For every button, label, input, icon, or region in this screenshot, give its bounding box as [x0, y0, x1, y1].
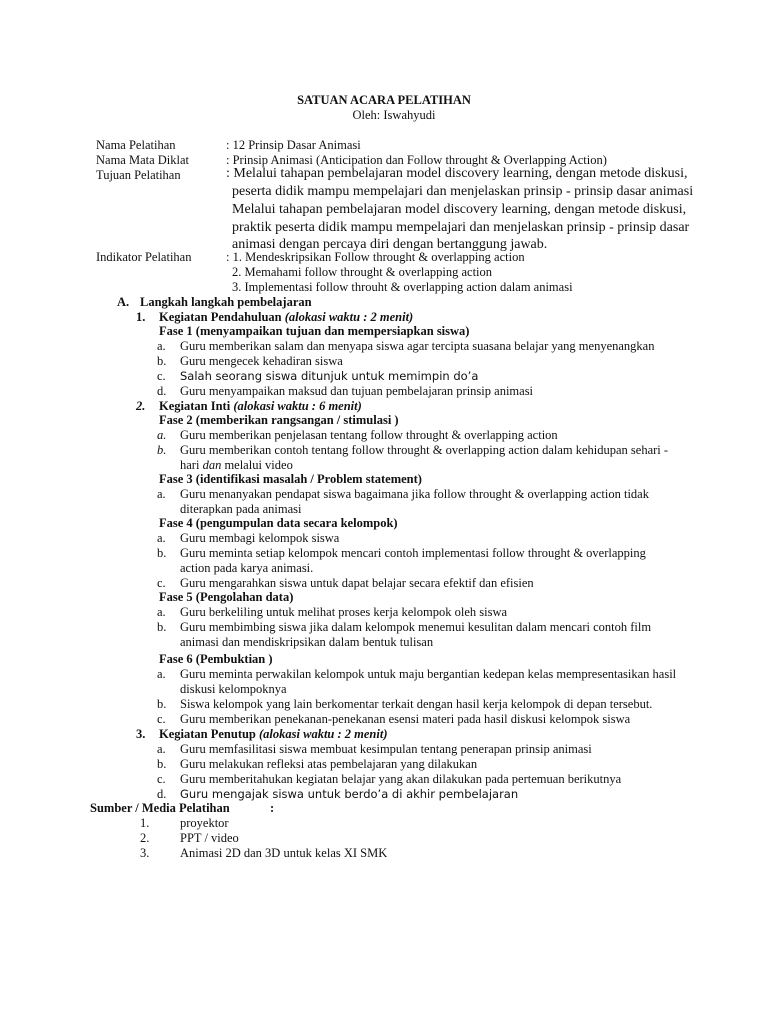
- list-item-continuation: action pada karya animasi.: [180, 561, 314, 575]
- list-marker: a.: [157, 428, 167, 442]
- list-item-continuation: diterapkan pada animasi: [180, 502, 302, 516]
- list-marker: b.: [157, 757, 167, 771]
- list-item: Guru memberitahukan kegiatan belajar yang akan dilakukan pada pertemuan berikutnya: [180, 772, 622, 786]
- kegiatan-3-number: 3.: [136, 727, 146, 741]
- mata-diklat-value: : Prinsip Animasi (Anticipation dan Follow throught & Overlapping Action): [226, 153, 607, 167]
- list-item: Salah seorang siswa ditunjuk untuk memimpin do’a: [180, 369, 479, 383]
- sumber-title: Sumber / Media Pelatihan: [90, 801, 230, 815]
- list-item: Guru mengajak siswa untuk berdo’a di akhir pembelajaran: [180, 787, 519, 801]
- tujuan-line-3: Melalui tahapan pembelajaran model discovery learning, dengan metode diskusi,: [232, 202, 687, 217]
- list-item: Guru memberikan salam dan menyapa siswa agar tercipta suasana belajar yang menyenangkan: [180, 339, 655, 353]
- tujuan-line-1: : Melalui tahapan pembelajaran model discovery learning, dengan metode diskusi,: [226, 166, 688, 181]
- kegiatan-1-number: 1.: [136, 310, 146, 324]
- fase-5-title: Fase 5 (Pengolahan data): [159, 590, 294, 604]
- list-marker: a.: [157, 742, 166, 756]
- list-item: Guru membagi kelompok siswa: [180, 531, 340, 545]
- list-marker: c.: [157, 772, 166, 786]
- section-a-marker: A.: [117, 295, 130, 309]
- list-item: proyektor: [180, 816, 229, 830]
- list-item: Guru memberikan contoh tentang follow throught & overlapping action dalam kehidupan sehari -: [180, 443, 669, 457]
- kegiatan-3-title: Kegiatan Penutup: [159, 727, 256, 741]
- list-marker: c.: [157, 369, 166, 383]
- fase-3-title: Fase 3 (identifikasi masalah / Problem statement): [159, 472, 422, 486]
- list-marker: b.: [157, 620, 167, 634]
- kegiatan-1-heading: [159, 310, 413, 325]
- fase-1-title: Fase 1 (menyampaikan tujuan dan mempersiapkan siswa): [159, 324, 470, 338]
- fase-4-title: Fase 4 (pengumpulan data secara kelompok): [159, 516, 398, 530]
- indikator-label: Indikator Pelatihan: [96, 250, 192, 264]
- list-marker: a.: [157, 667, 166, 681]
- list-item-continuation: animasi dan mendiskripsikan dalam bentuk tulisan: [180, 635, 434, 649]
- kegiatan-1-title: Kegiatan Pendahuluan: [159, 310, 282, 324]
- list-marker: d.: [157, 787, 167, 801]
- list-marker: b.: [157, 354, 167, 368]
- fase-2-title: Fase 2 (memberikan rangsangan / stimulasi ): [159, 413, 399, 427]
- tujuan-line-2: peserta didik mampu mempelajari dan menjelaskan prinsip - prinsip dasar animasi: [232, 184, 694, 199]
- section-a-title: Langkah langkah pembelajaran: [140, 295, 312, 309]
- nama-pelatihan-label: Nama Pelatihan: [96, 138, 176, 152]
- list-marker: b.: [157, 546, 167, 560]
- kegiatan-3-alokasi: (alokasi waktu : 2 menit): [259, 727, 388, 741]
- kegiatan-2-title: Kegiatan Inti: [159, 399, 231, 413]
- list-item: Siswa kelompok yang lain berkomentar terkait dengan hasil kerja kelompok di depan tersebut.: [180, 697, 653, 711]
- continuation-italic: dan: [202, 458, 222, 472]
- list-marker: c.: [157, 576, 166, 590]
- list-marker: a.: [157, 487, 166, 501]
- indikator-line-3: 3. Implementasi follow throuht & overlapping action dalam animasi: [232, 280, 573, 294]
- tujuan-label: Tujuan Pelatihan: [96, 168, 181, 182]
- list-item: Guru berkeliling untuk melihat proses kerja kelompok oleh siswa: [180, 605, 508, 619]
- list-marker: 2.: [140, 831, 150, 845]
- list-marker: a.: [157, 605, 166, 619]
- kegiatan-3-heading: [159, 727, 388, 742]
- tujuan-line-4: praktik peserta didik mampu mempelajari dan menjelaskan prinsip - prinsip dasar: [232, 220, 690, 235]
- sumber-colon: :: [270, 801, 275, 815]
- list-item: Guru mengarahkan siswa untuk dapat belajar secara efektif dan efisien: [180, 576, 534, 590]
- fase-6-title: Fase 6 (Pembuktian ): [159, 652, 273, 666]
- list-item: PPT / video: [180, 831, 239, 845]
- nama-pelatihan-value: : 12 Prinsip Dasar Animasi: [226, 138, 361, 152]
- kegiatan-2-number: 2.: [136, 399, 146, 413]
- list-item: Guru memfasilitasi siswa membuat kesimpulan tentang penerapan prinsip animasi: [180, 742, 592, 756]
- list-marker: 1.: [140, 816, 150, 830]
- kegiatan-1-alokasi: (alokasi waktu : 2 menit): [284, 310, 414, 324]
- list-item: Guru meminta setiap kelompok mencari contoh implementasi follow throught & overlapping: [180, 546, 646, 560]
- list-item: Guru meminta perwakilan kelompok untuk maju bergantian kedepan kelas mempresentasikan hasil: [180, 667, 677, 681]
- list-item-continuation: diskusi kelompoknya: [180, 682, 287, 696]
- tujuan-line-5: animasi dengan percaya diri dengan bertanggung jawab.: [232, 237, 548, 252]
- continuation-text: hari: [180, 458, 203, 472]
- kegiatan-2-heading: [159, 399, 362, 414]
- list-marker: c.: [157, 712, 166, 726]
- mata-diklat-label: Nama Mata Diklat: [96, 153, 190, 167]
- list-marker: a.: [157, 531, 166, 545]
- list-item: Guru membimbing siswa jika dalam kelompok menemui kesulitan dalam mencari contoh film: [180, 620, 652, 634]
- list-marker: 3.: [140, 846, 150, 860]
- indikator-line-1: : 1. Mendeskripsikan Follow throught & overlapping action: [226, 250, 525, 264]
- list-item: Guru menyampaikan maksud dan tujuan pembelajaran prinsip animasi: [180, 384, 534, 398]
- list-item: Animasi 2D dan 3D untuk kelas XI SMK: [180, 846, 388, 860]
- list-item-continuation: [180, 458, 293, 473]
- kegiatan-2-alokasi: (alokasi waktu : 6 menit): [233, 399, 362, 413]
- list-item: Guru melakukan refleksi atas pembelajaran yang dilakukan: [180, 757, 478, 771]
- author-line: Oleh: Iswahyudi: [352, 108, 436, 122]
- continuation-text: melalui video: [221, 458, 293, 472]
- list-item: Guru menanyakan pendapat siswa bagaimana jika follow throught & overlapping action tidak: [180, 487, 649, 501]
- document-title: SATUAN ACARA PELATIHAN: [297, 93, 471, 107]
- list-marker: a.: [157, 339, 166, 353]
- list-item: Guru memberikan penjelasan tentang follow throught & overlapping action: [180, 428, 558, 442]
- list-marker: b.: [157, 443, 167, 457]
- list-item: Guru mengecek kehadiran siswa: [180, 354, 343, 368]
- list-item: Guru memberikan penekanan-penekanan esensi materi pada hasil diskusi kelompok siswa: [180, 712, 631, 726]
- list-marker: d.: [157, 384, 167, 398]
- list-marker: b.: [157, 697, 167, 711]
- indikator-line-2: 2. Memahami follow throught & overlapping action: [232, 265, 493, 279]
